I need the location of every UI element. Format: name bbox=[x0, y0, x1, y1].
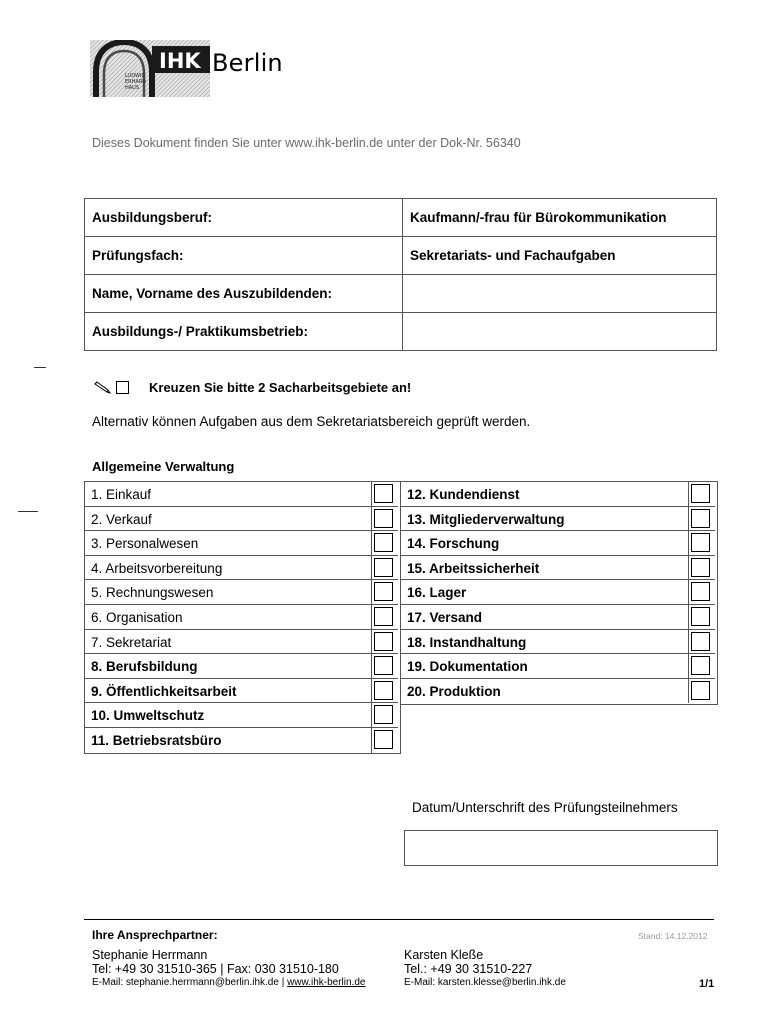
logo-city-text: Berlin bbox=[212, 49, 283, 77]
row-divider bbox=[371, 482, 372, 506]
row-divider bbox=[371, 531, 372, 555]
row-divider bbox=[371, 679, 372, 703]
row-divider bbox=[371, 630, 372, 654]
checkbox[interactable] bbox=[691, 484, 710, 503]
info-row bbox=[85, 275, 717, 313]
checklist-label: 8. Berufsbildung bbox=[91, 659, 198, 675]
logo-sub-line-1: LUDWIG bbox=[125, 73, 146, 79]
row-divider bbox=[688, 482, 689, 506]
signature-field[interactable] bbox=[404, 830, 718, 866]
row-divider bbox=[688, 630, 689, 654]
row-divider bbox=[371, 507, 372, 531]
checkbox[interactable] bbox=[691, 582, 710, 601]
checklist-label: 3. Personalwesen bbox=[91, 536, 199, 552]
checklist-label: 10. Umweltschutz bbox=[91, 708, 205, 724]
checklist-label: 18. Instandhaltung bbox=[407, 634, 527, 650]
checkbox[interactable] bbox=[374, 681, 393, 700]
checklist-label: 1. Einkauf bbox=[91, 487, 152, 502]
company-field[interactable] bbox=[403, 313, 717, 351]
right-checklist bbox=[400, 481, 718, 705]
info-value: Sekretariats- und Fachaufgaben bbox=[403, 237, 717, 275]
contact1-web-link[interactable]: www.ihk-berlin.de bbox=[287, 977, 366, 988]
checklist-row bbox=[85, 630, 398, 655]
ihk-logo-graphic bbox=[90, 40, 210, 97]
stand-date: Stand: 14.12.2012 bbox=[638, 931, 708, 941]
checklist-label: 12. Kundendienst bbox=[407, 487, 520, 502]
checklist-row bbox=[85, 556, 398, 581]
contact2-tel: Tel.: +49 30 31510-227 bbox=[404, 962, 533, 976]
row-divider bbox=[371, 703, 372, 727]
checklist-label: 20. Produktion bbox=[407, 683, 501, 699]
punch-mark bbox=[18, 511, 38, 512]
section-title: Allgemeine Verwaltung bbox=[92, 459, 235, 474]
footer-rule bbox=[84, 919, 714, 920]
checklist-row bbox=[401, 580, 715, 605]
instruction-row bbox=[94, 380, 411, 395]
checklist-row bbox=[85, 580, 398, 605]
contact-heading: Ihre Ansprechpartner: bbox=[92, 928, 218, 942]
row-divider bbox=[688, 679, 689, 704]
checklist-row bbox=[401, 482, 715, 507]
logo-brand-text: IHK bbox=[159, 49, 201, 73]
instruction-text: Kreuzen Sie bitte 2 Sacharbeitsgebiete an! bbox=[149, 380, 412, 395]
contact1-tel: Tel: +49 30 31510-365 | Fax: 030 31510-180 bbox=[92, 962, 339, 976]
checkbox[interactable] bbox=[374, 632, 393, 651]
pencil-icon bbox=[94, 381, 112, 395]
info-label: Name, Vorname des Auszubildenden: bbox=[85, 275, 403, 313]
checklist-label: 11. Betriebsratsbüro bbox=[91, 733, 222, 748]
checkbox[interactable] bbox=[374, 582, 393, 601]
contact1-mail-text: E-Mail: stephanie.herrmann@berlin.ihk.de | bbox=[92, 977, 288, 988]
checklist-label: 13. Mitgliederverwaltung bbox=[407, 511, 565, 527]
checklist-row bbox=[401, 556, 715, 581]
row-divider bbox=[688, 580, 689, 604]
info-table bbox=[84, 198, 717, 351]
row-divider bbox=[371, 654, 372, 678]
checklist-label: 17. Versand bbox=[407, 610, 483, 625]
signature-label: Datum/Unterschrift des Prüfungsteilnehmers bbox=[412, 800, 678, 815]
checklist-row bbox=[401, 679, 715, 704]
contact2-name: Karsten Kleße bbox=[404, 948, 484, 962]
info-row bbox=[85, 199, 717, 237]
fold-mark bbox=[34, 367, 46, 368]
contact1-mail bbox=[92, 977, 365, 988]
checkbox[interactable] bbox=[374, 509, 393, 528]
checkbox[interactable] bbox=[374, 705, 393, 724]
row-divider bbox=[688, 531, 689, 555]
checklist-row bbox=[85, 482, 398, 507]
info-label: Ausbildungsberuf: bbox=[85, 199, 403, 237]
row-divider bbox=[688, 507, 689, 531]
checkbox[interactable] bbox=[374, 484, 393, 503]
checkbox-icon bbox=[116, 381, 129, 394]
checkbox[interactable] bbox=[691, 558, 710, 577]
checklist-row bbox=[401, 507, 715, 532]
checkbox[interactable] bbox=[691, 533, 710, 552]
checklist-label: 15. Arbeitssicherheit bbox=[407, 560, 540, 576]
checklist-label: 6. Organisation bbox=[91, 610, 183, 625]
row-divider bbox=[371, 605, 372, 629]
logo-sub-line-2: ERHARD bbox=[125, 79, 147, 85]
contact2-mail: E-Mail: karsten.klesse@berlin.ihk.de bbox=[404, 977, 566, 988]
page-number: 1/1 bbox=[699, 978, 715, 990]
info-label: Prüfungsfach: bbox=[85, 237, 403, 275]
checklist-row bbox=[85, 654, 398, 679]
checklist-label: 2. Verkauf bbox=[91, 511, 152, 527]
checklist-row bbox=[401, 605, 715, 630]
checkbox[interactable] bbox=[691, 607, 710, 626]
checklist-row bbox=[85, 679, 398, 704]
contact1-name: Stephanie Herrmann bbox=[92, 948, 208, 962]
checklist-label: 19. Dokumentation bbox=[407, 659, 528, 675]
info-row bbox=[85, 313, 717, 351]
checkbox[interactable] bbox=[691, 632, 710, 651]
checklist-label: 16. Lager bbox=[407, 585, 467, 601]
checkbox[interactable] bbox=[691, 656, 710, 675]
checklist-row bbox=[401, 630, 715, 655]
row-divider bbox=[688, 654, 689, 678]
checklist-label: 9. Öffentlichkeitsarbeit bbox=[91, 683, 237, 699]
checklist-label: 4. Arbeitsvorbereitung bbox=[91, 560, 223, 576]
checkbox[interactable] bbox=[691, 681, 710, 700]
alternative-text: Alternativ können Aufgaben aus dem Sekretariatsbereich geprüft werden. bbox=[92, 414, 531, 429]
checkbox[interactable] bbox=[691, 509, 710, 528]
row-divider bbox=[688, 556, 689, 580]
row-divider bbox=[688, 605, 689, 629]
info-value: Kaufmann/-frau für Bürokommunikation bbox=[403, 199, 717, 237]
row-divider bbox=[371, 556, 372, 580]
checklist-row bbox=[401, 531, 715, 556]
row-divider bbox=[371, 728, 372, 753]
checklist-label: 14. Forschung bbox=[407, 536, 500, 552]
document-notice: Dieses Dokument finden Sie unter www.ihk-berlin.de unter der Dok-Nr. 56340 bbox=[92, 136, 521, 150]
checkbox[interactable] bbox=[374, 656, 393, 675]
checklist-row bbox=[85, 728, 398, 753]
checkbox[interactable] bbox=[374, 730, 393, 749]
row-divider bbox=[371, 580, 372, 604]
checkbox[interactable] bbox=[374, 558, 393, 577]
checklist-row bbox=[85, 531, 398, 556]
checklist-label: 5. Rechnungswesen bbox=[91, 585, 214, 601]
ihk-logo bbox=[90, 40, 210, 97]
checklist-row bbox=[85, 507, 398, 532]
checklist-row bbox=[85, 605, 398, 630]
logo-sub-line-3: HAUS bbox=[125, 85, 140, 91]
checklist-row bbox=[401, 654, 715, 679]
checklist-label: 7. Sekretariat bbox=[91, 634, 172, 650]
checkbox[interactable] bbox=[374, 533, 393, 552]
name-field[interactable] bbox=[403, 275, 717, 313]
info-row bbox=[85, 237, 717, 275]
info-label: Ausbildungs-/ Praktikumsbetrieb: bbox=[85, 313, 403, 351]
checklist-row bbox=[85, 703, 398, 728]
left-checklist bbox=[84, 481, 401, 754]
checkbox[interactable] bbox=[374, 607, 393, 626]
